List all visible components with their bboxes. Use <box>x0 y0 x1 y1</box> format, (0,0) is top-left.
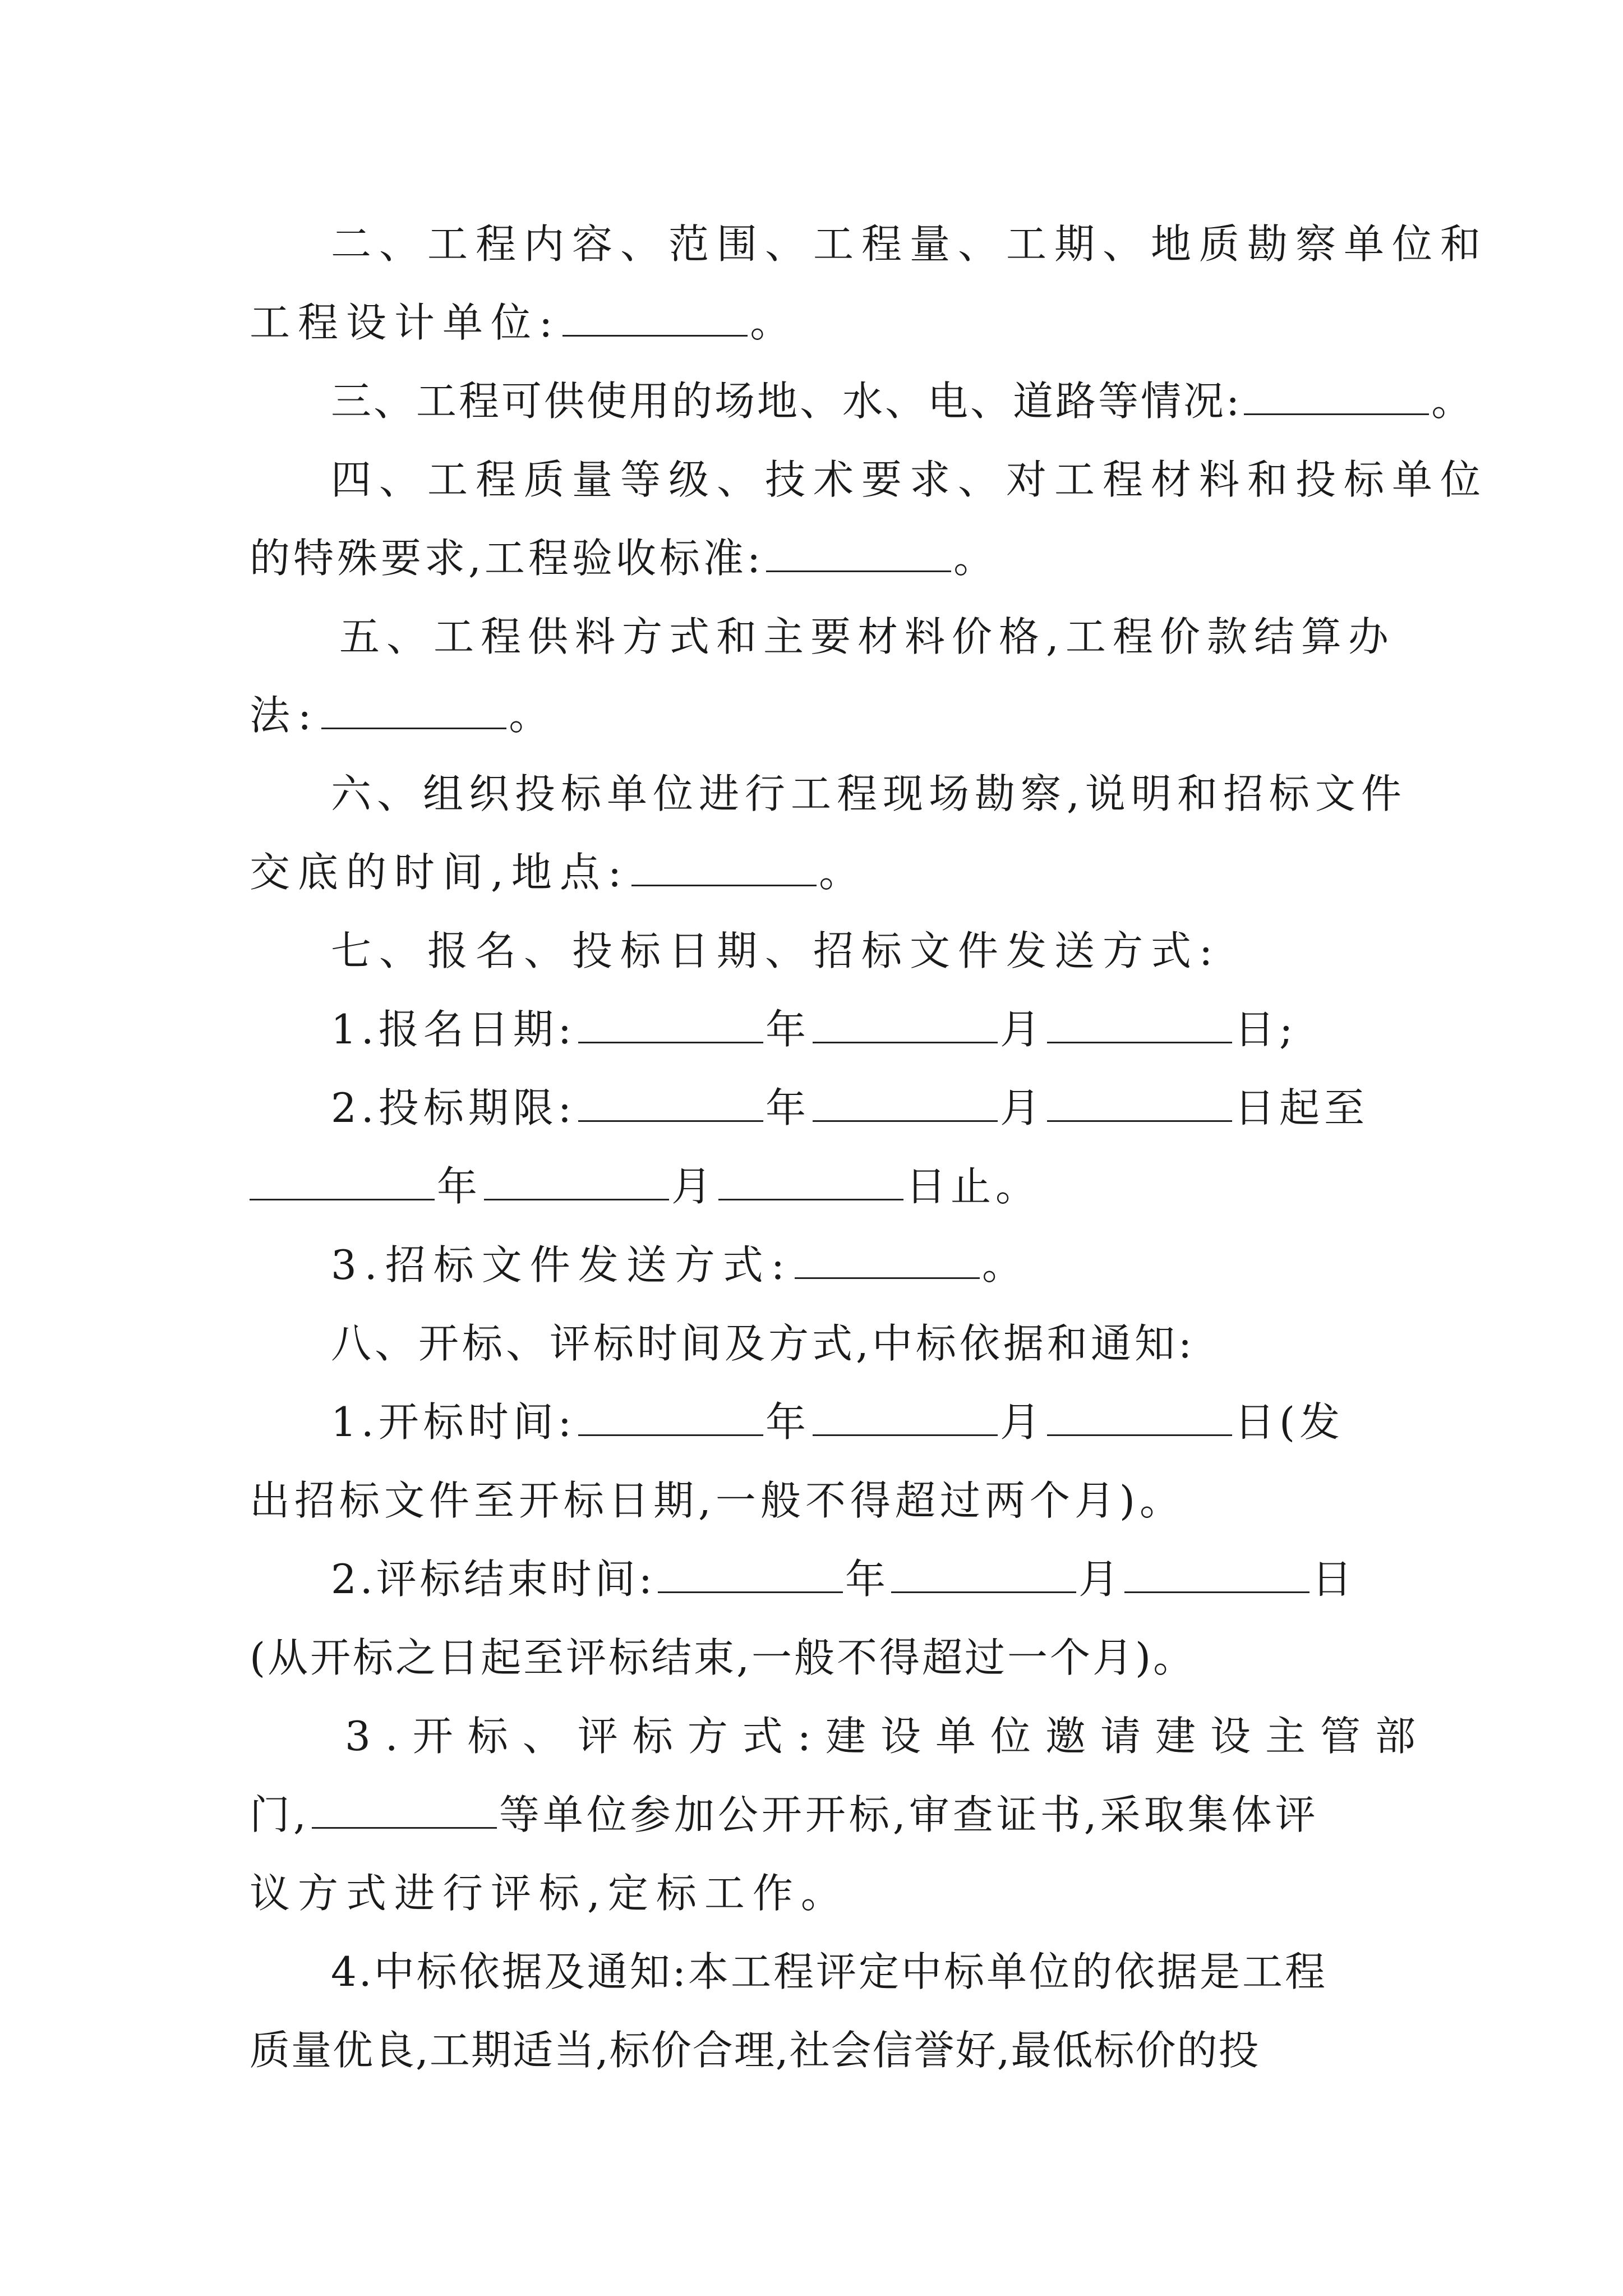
line-text: 门, <box>250 1791 310 1838</box>
paragraph-line <box>339 609 1395 665</box>
line-text: 三、工程可供使用的场地、水、电、道路等情况: <box>331 378 1242 425</box>
line-text: 出招标文件至开标日期,一般不得超过两个月)。 <box>250 1477 1184 1524</box>
paragraph-line <box>250 1630 1196 1686</box>
fill-blank[interactable] <box>312 1793 497 1829</box>
paragraph-line <box>331 1001 1297 1057</box>
paragraph-line <box>250 295 798 351</box>
paragraph-line <box>250 2022 1260 2078</box>
paragraph-line <box>250 844 867 900</box>
fill-blank[interactable] <box>766 537 951 572</box>
line-text: 。 <box>1431 378 1474 425</box>
paragraph-line <box>331 1237 1030 1293</box>
fill-blank[interactable] <box>813 1087 998 1122</box>
fill-blank[interactable] <box>1047 1008 1232 1043</box>
line-text: 年 <box>765 1006 810 1053</box>
paragraph-line <box>331 1394 1344 1450</box>
paragraph-line <box>250 1787 1319 1843</box>
line-text: 。 <box>981 1241 1030 1289</box>
fill-blank[interactable] <box>1124 1558 1310 1593</box>
fill-blank[interactable] <box>1244 380 1429 415</box>
line-text: 1.开标时间: <box>331 1398 576 1446</box>
paragraph-line <box>331 1551 1355 1607</box>
fill-blank[interactable] <box>795 1244 980 1279</box>
line-text: 月 <box>671 1163 717 1210</box>
line-text: 。 <box>750 299 799 346</box>
paragraph-line <box>331 1315 1195 1372</box>
fill-blank[interactable] <box>658 1558 843 1593</box>
fill-blank[interactable] <box>813 1401 998 1436</box>
paragraph-line <box>250 530 997 586</box>
line-text: 年 <box>765 1398 810 1446</box>
line-text: 日; <box>1234 1006 1298 1053</box>
line-text: 的特殊要求,工程验收标准: <box>250 535 764 582</box>
line-text: 月 <box>999 1398 1045 1446</box>
line-text: 二、工程内容、范围、工程量、工期、地质勘察单位和 <box>331 220 1489 268</box>
fill-blank[interactable] <box>718 1165 903 1200</box>
line-text: (从开标之日起至评标结束,一般不得超过一个月)。 <box>250 1634 1196 1681</box>
paragraph-line <box>250 1865 849 1921</box>
paragraph-line <box>331 1944 1327 2000</box>
line-text: 月 <box>999 1084 1045 1131</box>
fill-blank[interactable] <box>484 1165 669 1200</box>
fill-blank[interactable] <box>250 1165 435 1200</box>
line-text: 。 <box>509 692 557 739</box>
line-text: 。 <box>819 849 868 896</box>
line-text: 法: <box>250 692 320 739</box>
line-text: 月 <box>999 1006 1045 1053</box>
line-text: 3.招标文件发送方式: <box>331 1241 792 1289</box>
paragraph-line <box>331 216 1488 272</box>
fill-blank[interactable] <box>321 694 506 729</box>
paragraph-line <box>331 766 1407 822</box>
line-text: 交底的时间,地点: <box>250 849 630 896</box>
line-text: 五、工程供料方式和主要材料价格,工程价款结算办 <box>339 613 1395 660</box>
line-text: 议方式进行评标,定标工作。 <box>250 1870 849 1917</box>
fill-blank[interactable] <box>631 851 817 886</box>
fill-blank[interactable] <box>578 1401 763 1436</box>
fill-blank[interactable] <box>562 301 748 337</box>
line-text: 年 <box>765 1084 810 1131</box>
paragraph-line <box>250 1158 1040 1214</box>
line-text: 。 <box>953 535 998 582</box>
line-text: 3.开标、评标方式:建设单位邀请建设主管部 <box>345 1713 1430 1760</box>
line-text: 日 <box>1312 1556 1356 1603</box>
line-text: 七、报名、投标日期、招标文件发送方式: <box>331 927 1221 974</box>
fill-blank[interactable] <box>1047 1401 1232 1436</box>
line-text: 日(发 <box>1234 1398 1345 1446</box>
paragraph-line <box>331 923 1220 979</box>
line-text: 1.报名日期: <box>331 1006 576 1053</box>
line-text: 工程设计单位: <box>250 299 561 346</box>
line-text: 年 <box>845 1556 889 1603</box>
line-text: 2.投标期限: <box>331 1084 576 1131</box>
line-text: 六、组织投标单位进行工程现场勘察,说明和招标文件 <box>331 770 1407 817</box>
paragraph-line <box>250 687 557 743</box>
fill-blank[interactable] <box>578 1008 763 1043</box>
paragraph-line <box>331 1080 1369 1136</box>
line-text: 质量优良,工期适当,标价合理,社会信誉好,最低标价的投 <box>250 2027 1260 2074</box>
line-text: 日起至 <box>1234 1084 1370 1131</box>
paragraph-line <box>345 1708 1430 1764</box>
line-text: 月 <box>1078 1556 1122 1603</box>
fill-blank[interactable] <box>891 1558 1076 1593</box>
paragraph-line <box>250 1473 1184 1529</box>
line-text: 年 <box>437 1163 482 1210</box>
fill-blank[interactable] <box>578 1087 763 1122</box>
paragraph-line <box>331 373 1474 429</box>
line-text: 日止。 <box>906 1163 1041 1210</box>
fill-blank[interactable] <box>813 1008 998 1043</box>
line-text: 八、开标、评标时间及方式,中标依据和通知: <box>331 1320 1196 1367</box>
line-text: 2.评标结束时间: <box>331 1556 656 1603</box>
line-text: 4.中标依据及通知:本工程评定中标单位的依据是工程 <box>331 1948 1327 1995</box>
line-text: 四、工程质量等级、技术要求、对工程材料和投标单位 <box>331 456 1489 503</box>
paragraph-line <box>331 452 1488 508</box>
fill-blank[interactable] <box>1047 1087 1232 1122</box>
line-text: 等单位参加公开开标,审查证书,采取集体评 <box>499 1791 1319 1838</box>
